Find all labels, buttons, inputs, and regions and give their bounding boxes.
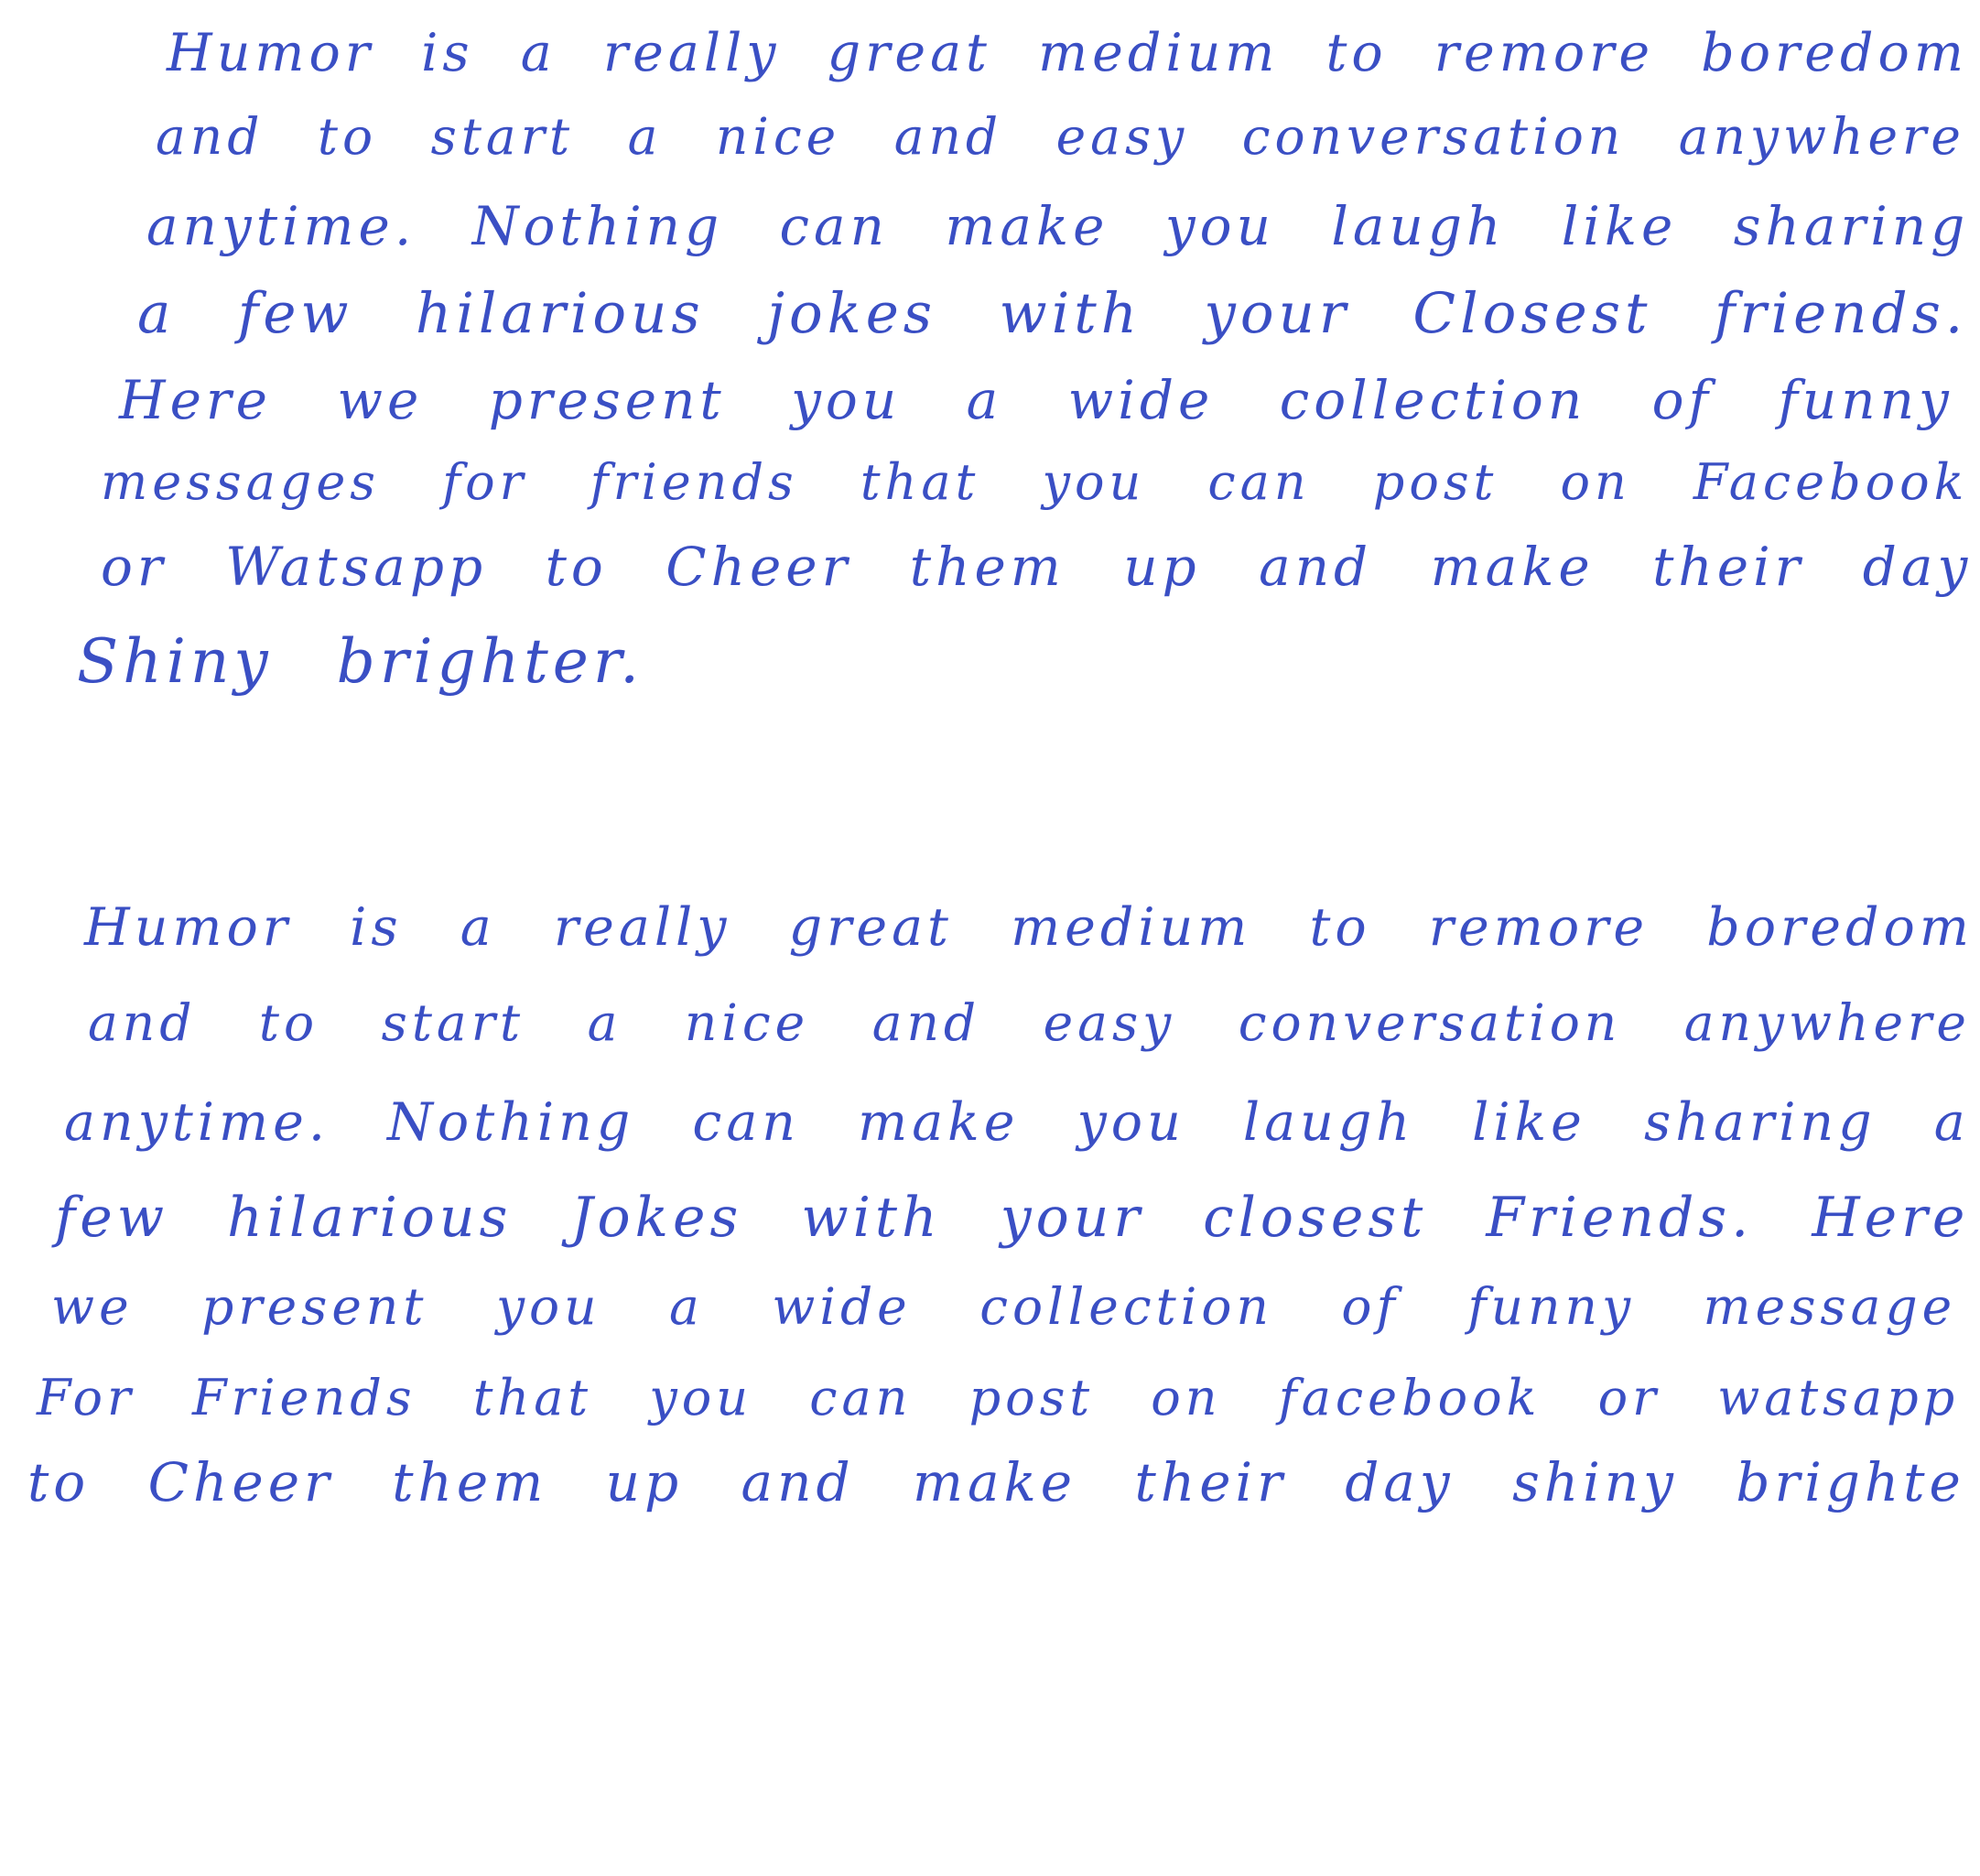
paragraph-line: For Friends that you can post on facebook or watsapp: [37, 1369, 1960, 1426]
paragraph-line: Humor is a really great medium to remore boredom: [167, 23, 1968, 83]
paragraph-line: few hilarious Jokes with your closest Friends. Here: [55, 1186, 1970, 1250]
paragraph-line: Here we present you a wide collection of funny: [119, 369, 1953, 431]
paragraph-line: anytime. Nothing can make you laugh like sharing: [146, 195, 1970, 257]
paragraph-line: and to start a nice and easy conversation anywhere: [156, 107, 1965, 166]
paragraph-line: to Cheer them up and make their day shiny brighte: [27, 1451, 1965, 1513]
paragraph-line: Shiny brighter.: [77, 626, 644, 697]
paragraph-line: or Watsapp to Cheer them up and make their day: [101, 536, 1973, 598]
paragraph-line: we present you a wide collection of funny message: [51, 1277, 1957, 1336]
paragraph-line: a few hilarious jokes with your Closest friends.: [137, 281, 1968, 346]
paragraph-line: anytime. Nothing can make you laugh like sharing a: [64, 1092, 1970, 1153]
paragraph-line: messages for friends that you can post on Facebook: [101, 453, 1969, 511]
paragraph-line: and to start a nice and easy conversation anywhere: [88, 993, 1971, 1052]
paragraph-line: Humor is a really great medium to remore boredom: [84, 897, 1974, 958]
